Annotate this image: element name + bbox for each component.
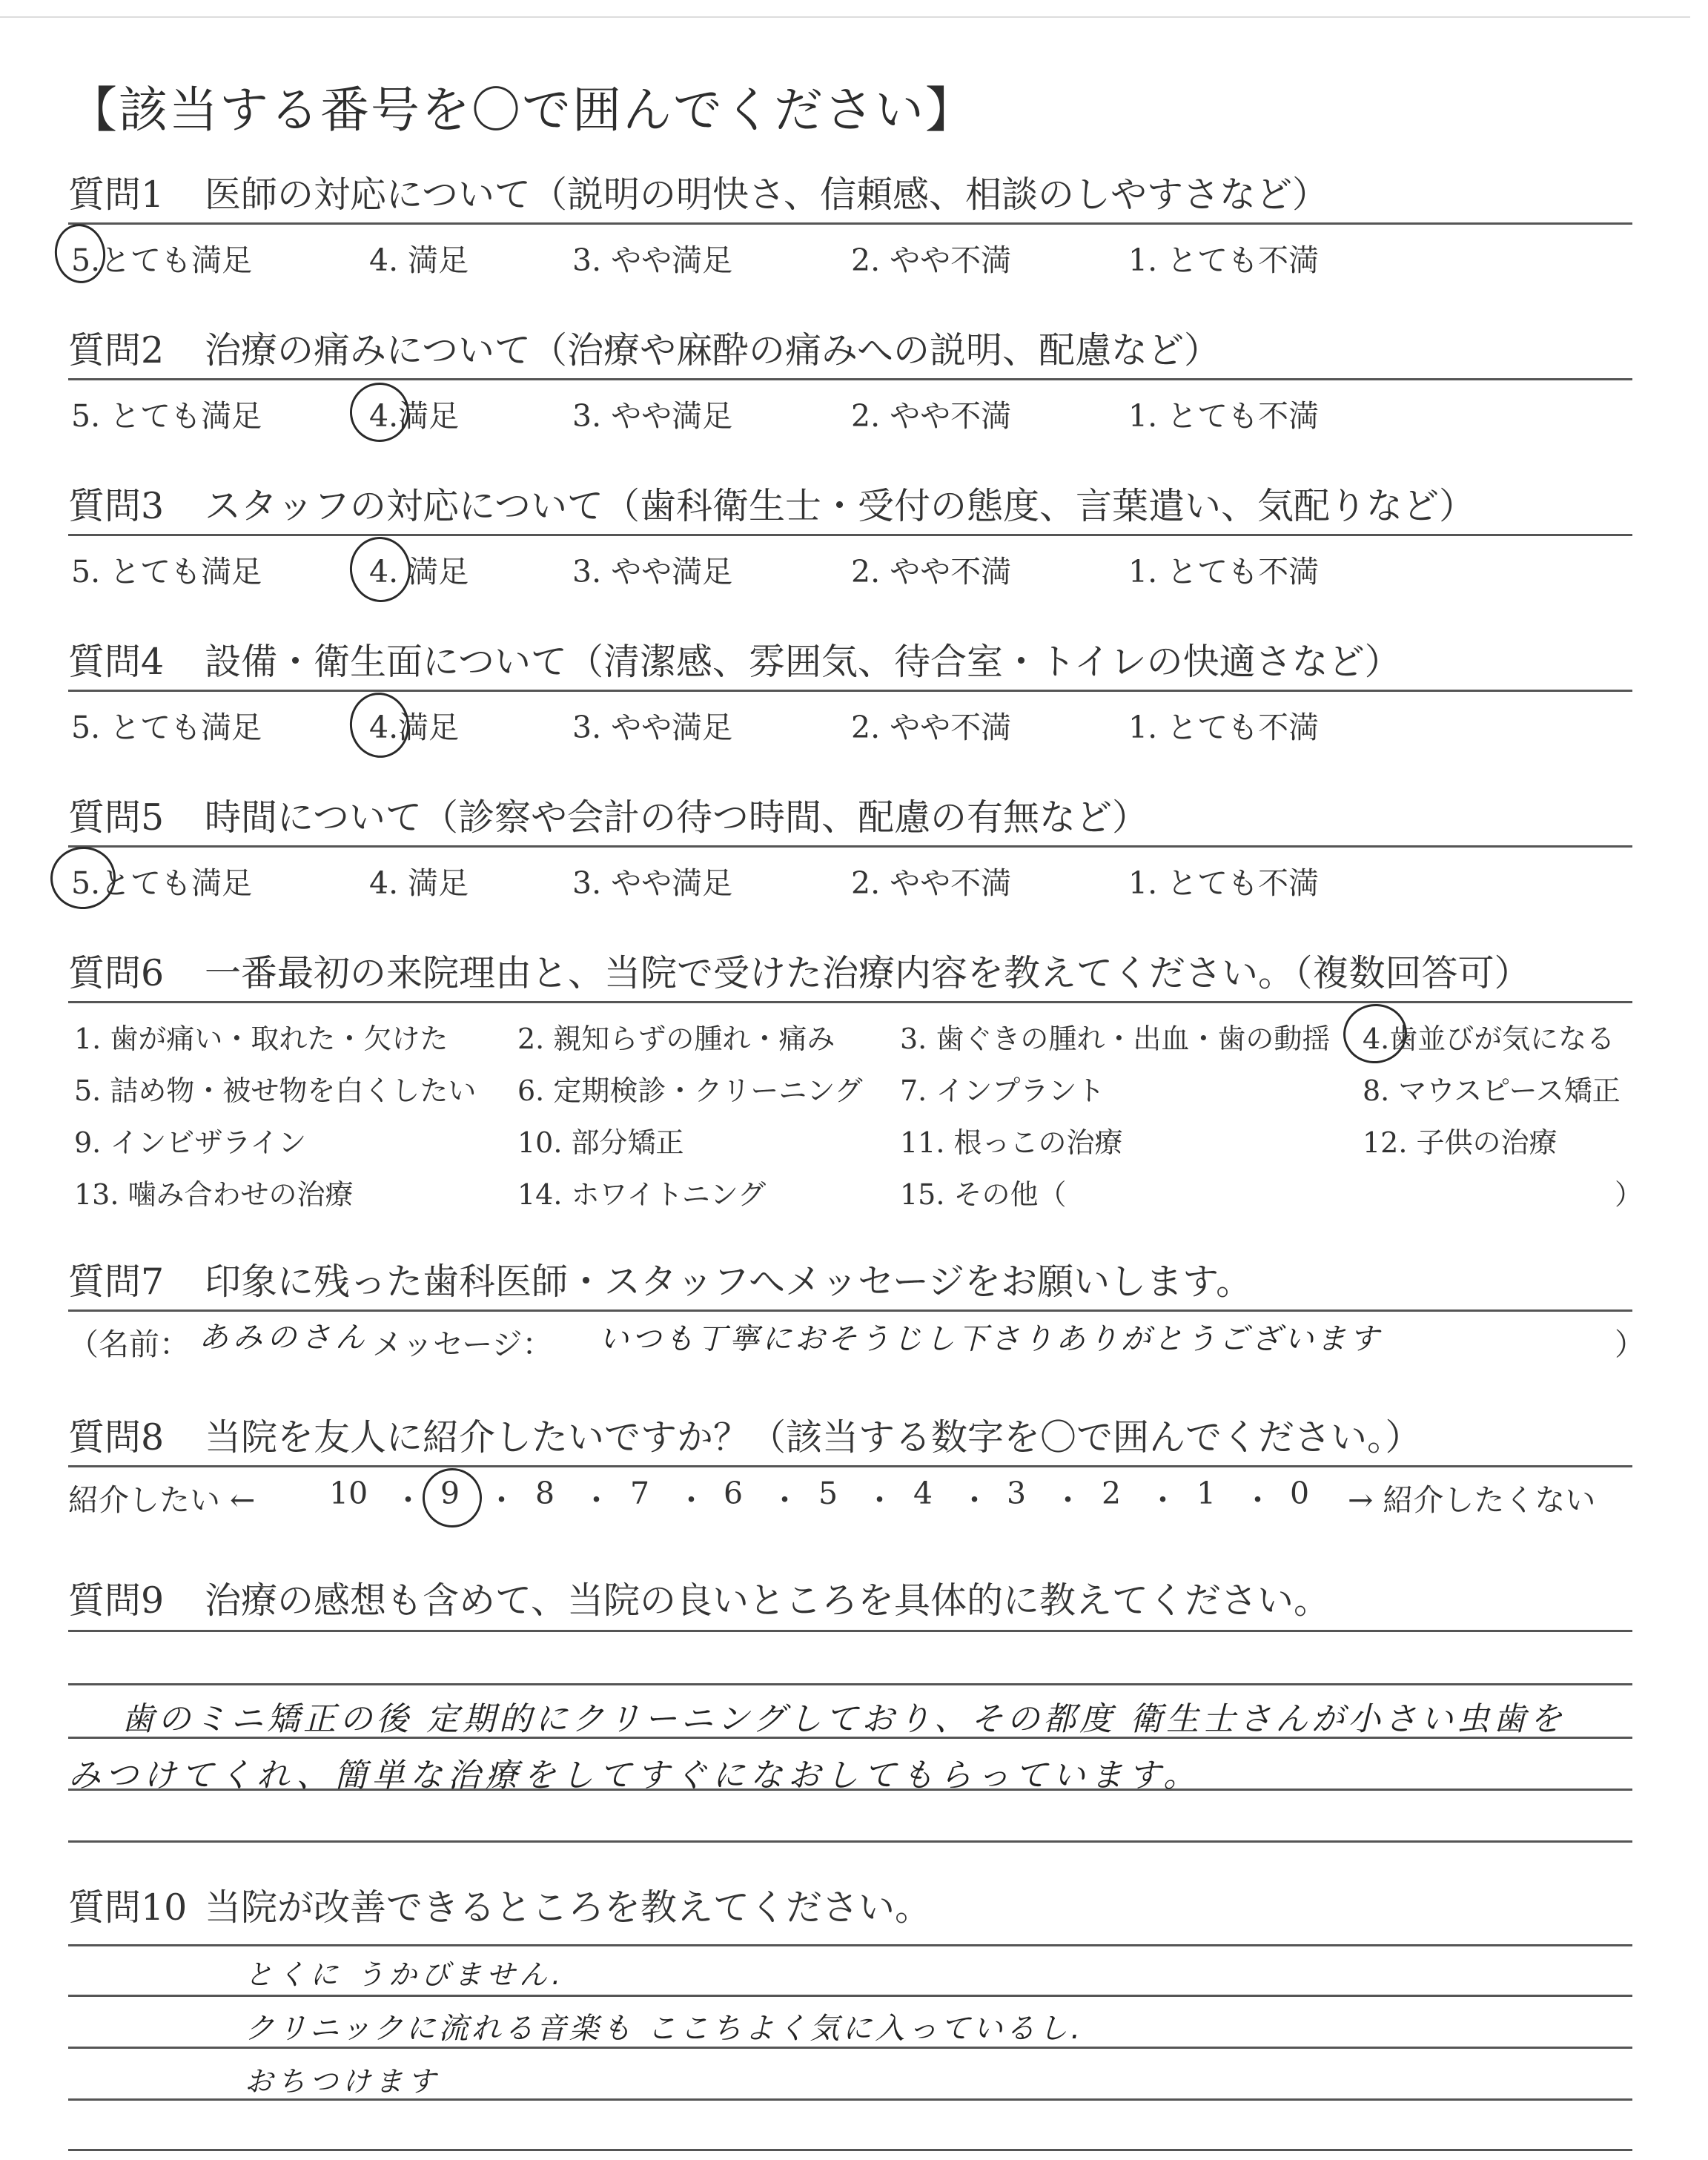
q1-option-1[interactable]: 1. とても不満 [1128, 242, 1320, 278]
question-6-header [68, 943, 1632, 1003]
q6-option-4[interactable]: 4.歯並びが気になる [1363, 1023, 1615, 1055]
q6-option-3[interactable]: 3. 歯ぐきの腫れ・出血・歯の動揺 [900, 1023, 1331, 1055]
q5-option-5[interactable]: 5.とても満足 [71, 865, 253, 901]
q6-option-1[interactable]: 1. 歯が痛い・取れた・欠けた [74, 1023, 448, 1055]
q6-other-close-paren: ） [1615, 1178, 1644, 1211]
q5-option-1[interactable]: 1. とても不満 [1128, 865, 1320, 901]
question-3-label: 質問3 [68, 485, 165, 527]
q8-scale-4[interactable]: 4 [913, 1476, 933, 1511]
top-edge-line [0, 16, 1690, 18]
q8-selection-circle [419, 1464, 486, 1531]
q10-answer-line [68, 2149, 1632, 2151]
question-10-label: 質問10 [68, 1886, 188, 1929]
question-2-header [68, 320, 1632, 380]
q2-option-5[interactable]: 5. とても満足 [71, 398, 262, 434]
q9-answer-line-1[interactable]: 歯のミニ矯正の後 定期的にクリーニングしており、その都度 衛生士さんが小さい虫歯を [122, 1700, 1566, 1738]
q9-answer-line [68, 1683, 1632, 1685]
q8-dot: ・ [1053, 1482, 1083, 1518]
q6-option-9[interactable]: 9. インビザライン [74, 1126, 307, 1159]
q6-option-7[interactable]: 7. インプラント [900, 1074, 1105, 1107]
q10-answer-line-3[interactable]: おちつけます [245, 2065, 440, 2098]
q6-option-11[interactable]: 11. 根っこの治療 [900, 1126, 1123, 1159]
q1-option-5[interactable]: 5.とても満足 [71, 242, 253, 278]
q2-option-3[interactable]: 3. やや満足 [572, 398, 733, 434]
q4-option-1[interactable]: 1. とても不満 [1128, 710, 1320, 745]
q6-option-6[interactable]: 6. 定期検診・クリーニング [517, 1074, 863, 1107]
q8-scale-0[interactable]: 0 [1290, 1476, 1310, 1511]
q8-scale-3[interactable]: 3 [1007, 1476, 1027, 1511]
question-5-label: 質問5 [68, 796, 165, 839]
question-10-text: 当院が改善できるところを教えてください。 [205, 1886, 932, 1929]
q6-option-2[interactable]: 2. 親知らずの腫れ・痛み [517, 1023, 835, 1055]
question-8-label: 質問8 [68, 1416, 165, 1459]
question-7-header [68, 1252, 1632, 1312]
question-8-header [68, 1407, 1632, 1467]
question-7-label: 質問7 [68, 1261, 165, 1303]
page-title: 【該当する番号を〇で囲んでください】 [68, 82, 976, 139]
q7-message-label: メッセージ： [372, 1327, 553, 1362]
q9-answer-line [68, 1840, 1632, 1843]
q8-left-label: 紹介したい ← [68, 1482, 256, 1518]
q10-answer-line-1[interactable]: とくに うかびません. [245, 1958, 566, 1991]
question-9-label: 質問9 [68, 1579, 165, 1622]
q8-scale-1[interactable]: 1 [1196, 1476, 1217, 1511]
q8-scale-2[interactable]: 2 [1102, 1476, 1122, 1511]
q6-selection-circle [1340, 1000, 1411, 1067]
q8-dot: ・ [1242, 1482, 1273, 1518]
q1-option-3[interactable]: 3. やや満足 [572, 242, 733, 278]
question-5-header [68, 787, 1632, 848]
q10-answer-line [68, 1944, 1632, 1946]
q3-selection-circle [345, 533, 414, 607]
question-9-text: 治療の感想も含めて、当院の良いところを具体的に教えてください。 [205, 1579, 1331, 1622]
question-3-header [68, 476, 1632, 536]
q5-selection-circle [47, 842, 120, 913]
q8-dot: ・ [1148, 1482, 1178, 1518]
q1-option-4[interactable]: 4. 満足 [369, 242, 469, 278]
q6-option-13[interactable]: 13. 噛み合わせの治療 [74, 1178, 354, 1211]
question-4-text: 設備・衛生面について（清潔感、雰囲気、待合室・トイレの快適さなど） [205, 641, 1401, 683]
question-4-header [68, 632, 1632, 692]
q8-dot: ・ [864, 1482, 895, 1518]
question-2-label: 質問2 [68, 329, 165, 371]
q8-dot: ・ [959, 1482, 990, 1518]
q3-option-3[interactable]: 3. やや満足 [572, 554, 733, 589]
q3-option-2[interactable]: 2. やや不満 [851, 554, 1012, 589]
question-9-header [68, 1571, 1632, 1628]
q10-answer-line-2[interactable]: クリニックに流れる音楽も ここちよく気に入っているし. [245, 2012, 1084, 2046]
q5-option-4[interactable]: 4. 満足 [369, 865, 469, 901]
q4-selection-circle [345, 689, 413, 762]
q8-right-label: → 紹介したくない [1348, 1482, 1596, 1518]
q6-option-10[interactable]: 10. 部分矯正 [517, 1126, 684, 1159]
q4-option-2[interactable]: 2. やや不満 [851, 710, 1012, 745]
question-5-text: 時間について（診察や会計の待つ時間、配慮の有無など） [205, 796, 1149, 839]
q9-answer-line [68, 1630, 1632, 1632]
question-7-text: 印象に残った歯科医師・スタッフへメッセージをお願いします。 [205, 1261, 1253, 1303]
q8-scale-8[interactable]: 8 [535, 1476, 555, 1511]
q6-option-12[interactable]: 12. 子供の治療 [1363, 1126, 1558, 1159]
q3-option-5[interactable]: 5. とても満足 [71, 554, 262, 589]
question-2-text: 治療の痛みについて（治療や麻酔の痛みへの説明、配慮など） [205, 329, 1221, 371]
q6-option-5[interactable]: 5. 詰め物・被せ物を白くしたい [74, 1074, 477, 1107]
q8-dot: ・ [676, 1482, 706, 1518]
q3-option-1[interactable]: 1. とても不満 [1128, 554, 1320, 589]
q3-option-4[interactable]: 4. 満足 [369, 554, 469, 589]
question-1-text: 医師の対応について（説明の明快さ、信頼感、相談のしやすさなど） [205, 174, 1329, 216]
question-1-label: 質問1 [68, 174, 165, 216]
q8-dot: ・ [581, 1482, 612, 1518]
q2-option-1[interactable]: 1. とても不満 [1128, 398, 1320, 434]
q8-scale-5[interactable]: 5 [818, 1476, 838, 1511]
q2-option-2[interactable]: 2. やや不満 [851, 398, 1012, 434]
q8-scale-9[interactable]: 9 [440, 1476, 460, 1511]
question-6-text: 一番最初の来院理由と、当院で受けた治療内容を教えてください。（複数回答可） [205, 952, 1531, 994]
q7-name-label: （名前： [68, 1327, 190, 1362]
q4-option-4[interactable]: 4.満足 [369, 710, 460, 745]
q6-option-15[interactable]: 15. その他（ [900, 1178, 1067, 1211]
q1-option-2[interactable]: 2. やや不満 [851, 242, 1012, 278]
q6-option-14[interactable]: 14. ホワイトニング [517, 1178, 767, 1211]
question-8-text: 当院を友人に紹介したいですか？（該当する数字を〇で囲んでください。） [205, 1416, 1422, 1459]
q8-scale-7[interactable]: 7 [630, 1476, 650, 1511]
q8-scale-6[interactable]: 6 [724, 1476, 744, 1511]
q5-option-2[interactable]: 2. やや不満 [851, 865, 1012, 901]
q5-option-3[interactable]: 3. やや満足 [572, 865, 733, 901]
q7-name-value[interactable]: あみのさん [199, 1321, 369, 1355]
q8-scale-10[interactable]: 10 [329, 1476, 368, 1511]
question-4-label: 質問4 [68, 641, 165, 683]
q2-selection-circle [346, 379, 413, 446]
q7-close-paren: ） [1615, 1327, 1645, 1362]
question-1-header [68, 165, 1632, 225]
q2-option-4[interactable]: 4.満足 [369, 398, 460, 434]
q8-dot: ・ [769, 1482, 800, 1518]
q8-dot: ・ [486, 1482, 517, 1518]
q10-answer-line [68, 1995, 1632, 1997]
q7-message-value[interactable]: いつも丁寧におそうじし下さりありがとうございます [599, 1322, 1382, 1356]
q8-dot: ・ [393, 1482, 423, 1518]
q4-option-3[interactable]: 3. やや満足 [572, 710, 733, 745]
q9-answer-line-2[interactable]: みつけてくれ、簡単な治療をしてすぐになおしてもらっています。 [68, 1757, 1202, 1794]
q4-option-5[interactable]: 5. とても満足 [71, 710, 262, 745]
question-3-text: スタッフの対応について（歯科衛生士・受付の態度、言葉遣い、気配りなど） [205, 485, 1476, 527]
question-10-header [68, 1877, 1632, 1935]
question-6-label: 質問6 [68, 952, 165, 994]
q6-option-8[interactable]: 8. マウスピース矯正 [1363, 1074, 1621, 1107]
